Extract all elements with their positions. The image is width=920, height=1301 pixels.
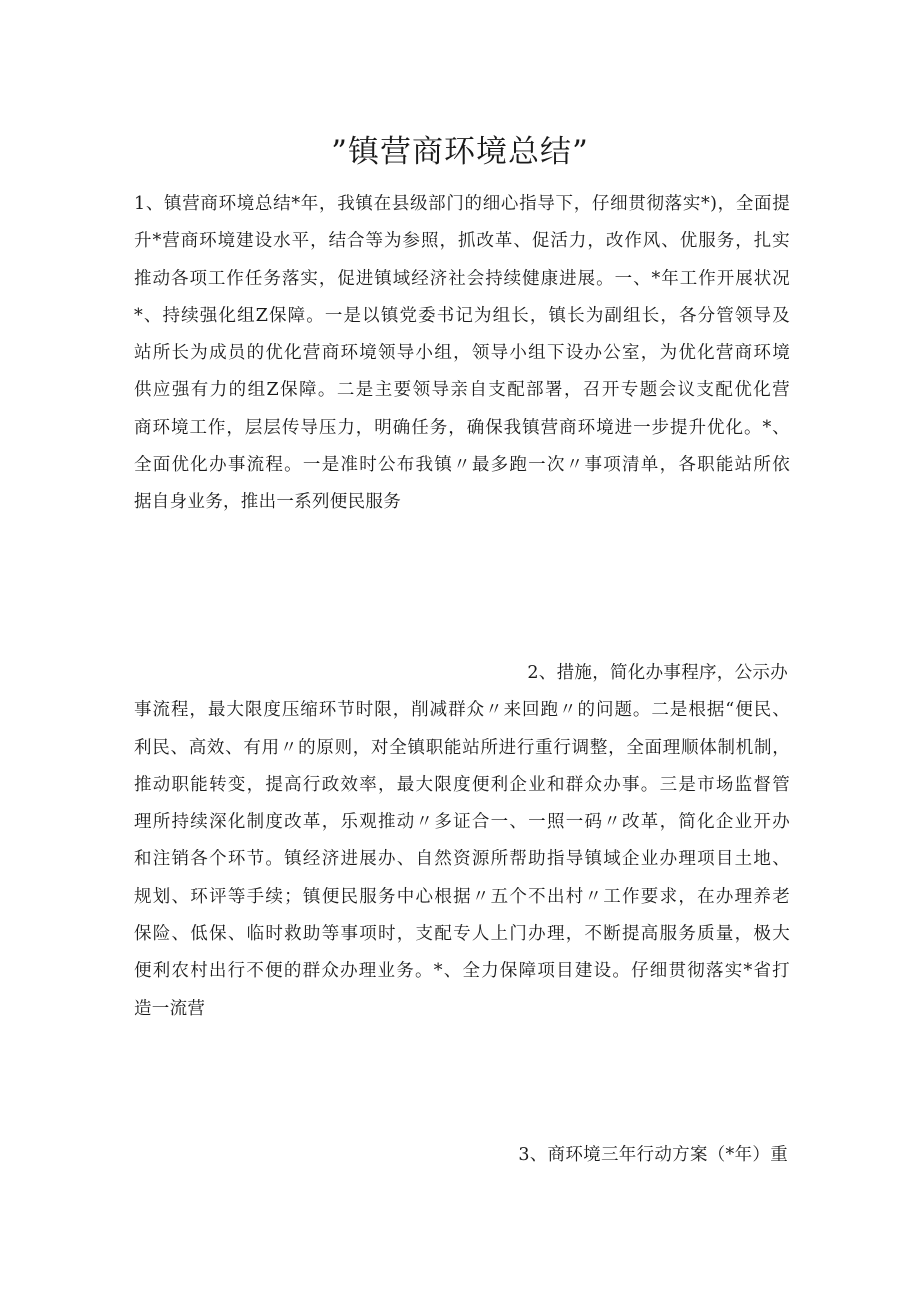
paragraph-3 [134, 1137, 790, 1174]
document-title: ”镇营商环境总结” [331, 134, 589, 170]
paragraph-2-line: 利民、高效、有用〃的原则，对全镇职能站所进行重行调整，全面理顺体制机制， [134, 737, 790, 758]
paragraph-2-lead: 2、措施，简化办事程序，公示办 [527, 663, 788, 683]
paragraph-1-line: 全面优化办事流程。一是准时公布我镇〃最多跑一次〃事项清单，各职能站所依 [134, 455, 790, 476]
paragraph-1-line: 商环境工作，层层传导压力，明确任务，确保我镇营商环境进一步提升优化。*、 [134, 417, 790, 438]
paragraph-2-line: 造一流营 [134, 998, 206, 1019]
paragraph-2-line: 便利农村出行不便的群众办理业务。*、全力保障项目建设。仔细贯彻落实*省打 [134, 961, 790, 982]
paragraph-1-line: 供应强有力的组Z保障。二是主要领导亲自支配部署，召开专题会议支配优化营 [134, 380, 790, 401]
paragraph-2 [134, 655, 790, 1028]
paragraph-3-lead: 3、商环境三年行动方案（*年）重 [518, 1145, 788, 1165]
paragraph-2-line: 推动职能转变，提高行政效率，最大限度便利企业和群众办事。三是市场监督管 [134, 774, 790, 795]
paragraph-1-line: 据自身业务，推出一系列便民服务 [134, 492, 401, 513]
paragraph-1 [134, 186, 790, 522]
paragraph-2-line: 事流程，最大限度压缩环节时限，削减群众〃来回跑〃的问题。二是根据“便民、 [134, 700, 790, 721]
paragraph-1-line: 推动各项工作任务落实，促进镇域经济社会持续健康进展。一、*年工作开展状况 [134, 268, 790, 289]
paragraph-2-line: 规划、环评等手续；镇便民服务中心根据〃五个不出村〃工作要求，在办理养老 [134, 886, 790, 907]
paragraph-2-line: 保险、低保、临时救助等事项时，支配专人上门办理，不断提高服务质量，极大 [134, 924, 790, 945]
paragraph-1-line: 升*营商环境建设水平，结合等为参照，抓改革、促活力，改作风、优服务，扎实 [134, 231, 790, 252]
paragraph-1-line: 1、镇营商环境总结*年，我镇在县级部门的细心指导下，仔细贯彻落实*)，全面提 [134, 194, 790, 214]
paragraph-1-line: 站所长为成员的优化营商环境领导小组，领导小组下设办公室，为优化营商环境 [134, 343, 790, 364]
paragraph-2-line: 理所持续深化制度改革，乐观推动〃多证合一、一照一码〃改革，简化企业开办 [134, 812, 790, 833]
paragraph-2-line: 和注销各个环节。镇经济进展办、自然资源所帮助指导镇域企业办理项目土地、 [134, 849, 790, 870]
paragraph-1-line: *、持续强化组Z保障。一是以镇党委书记为组长，镇长为副组长，各分管领导及 [134, 305, 790, 326]
